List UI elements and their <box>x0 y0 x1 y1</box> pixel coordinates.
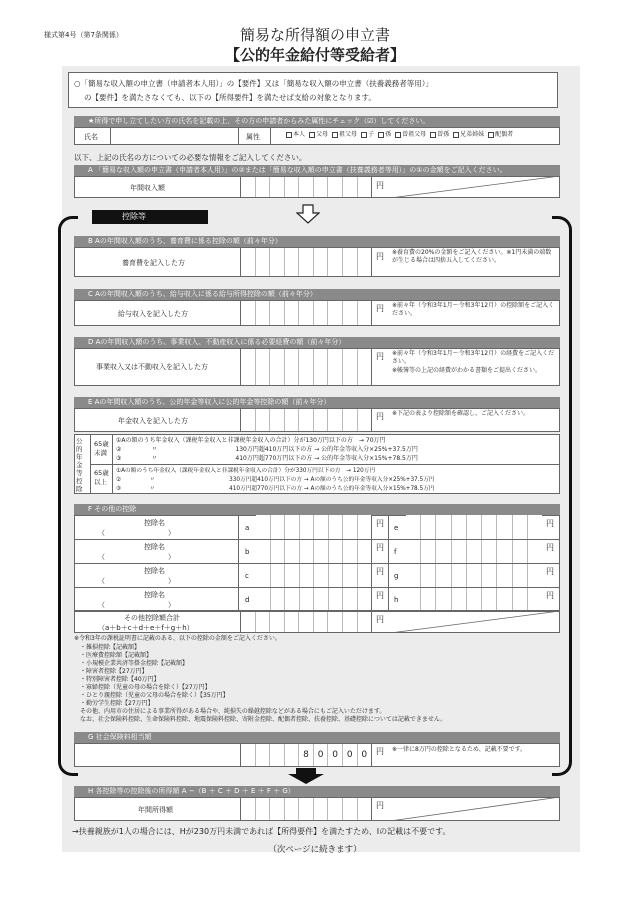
section-e-note: ※下記の表より控除額を確認し、ご記入ください。 <box>392 410 530 417</box>
section-g-note: ※一律に8万円の控除となるため、記載不要です。 <box>392 746 527 753</box>
section-c-header: C Aの年間収入額のうち、給与収入に係る給与所得控除の額（前々年分） <box>74 289 560 300</box>
f-item-label-a: 控除名 <box>144 519 165 527</box>
attr-checkbox-2[interactable]: 祖父母 <box>332 131 357 139</box>
section-c-note: ※前々年（令和3年1月〜令和3年12月）の控除額をご記入ください。 <box>392 302 555 317</box>
section-c-amount[interactable] <box>240 300 372 326</box>
section-f-header: F その他の控除 <box>74 504 560 515</box>
intro-text: 以下、上記の氏名の方についての必要な情報をご記入してください。 <box>74 153 307 162</box>
section-h-label: 年間所得額 <box>138 806 173 814</box>
section-a-hatch <box>390 176 560 198</box>
f-note-item-2: ・医療費控除額【記載額】 <box>80 652 153 659</box>
f-item-paren-d[interactable]: （ ） <box>98 601 175 609</box>
g-digit-2: 0 <box>314 744 329 766</box>
attr-checkbox-4[interactable]: 孫 <box>378 131 391 139</box>
f-amount-e[interactable] <box>406 515 542 539</box>
attribute-checkboxes <box>286 131 513 139</box>
pension-under-row-2: ② 〃 130万円超410万円以下の方 → 公的年金等収入分×25%+37.5万円 <box>116 446 418 453</box>
pension-over-row-2: ② 〃 330万円超410万円以下の方 → Aの額のうち公的年金等収入分×25%+37.5万円 <box>116 477 435 483</box>
f-total-formula: （a＋b＋c＋d＋e＋f＋g＋h） <box>98 624 194 632</box>
attr-checkbox-5[interactable]: 曽祖父母 <box>395 131 426 139</box>
yen-f-d: 円 <box>376 591 384 600</box>
yen-f-h: 円 <box>546 591 554 600</box>
f-note-item-8: ・勤労学生控除【27万円】 <box>80 700 154 707</box>
age-under-label: 65歳未満 <box>94 440 109 457</box>
f-note-item-7: ・ひとり親控除（児童の父母の場合を除く）【35万円】 <box>80 692 229 699</box>
f-item-label-b: 控除名 <box>144 543 165 551</box>
form-number: 様式第4号（第7条関係） <box>44 31 123 39</box>
yen-f-e: 円 <box>546 519 554 528</box>
g-digit-4: 0 <box>343 744 358 766</box>
f-amount-d[interactable] <box>256 588 372 610</box>
f-letter-e: e <box>394 524 399 532</box>
f-amount-a[interactable] <box>256 515 372 539</box>
yen-f-c: 円 <box>376 567 384 576</box>
pension-over-row-1: ①Aの額のうち年金収入（課税年金収入と非課税年金収入の合計）分が330万円以下の方 → 120万円 <box>116 468 376 474</box>
yen-b: 円 <box>376 252 384 261</box>
g-digit-5: 0 <box>361 750 368 760</box>
age-over-label: 65歳以上 <box>94 469 109 486</box>
f-note-item-5: ・特別障害者控除【40万円】 <box>80 676 160 683</box>
f-letter-b: b <box>245 548 250 556</box>
pension-under-row-3: ③ 〃 410万円超770万円以下の方 → 公的年金等収入分×15%+78.5万円 <box>116 455 418 462</box>
section-d-note1: ※前々年（令和3年1月〜令和3年12月）の経費をご記入ください。 <box>392 350 555 365</box>
f-item-label-d: 控除名 <box>144 591 165 599</box>
f-item-paren-a[interactable]: （ ） <box>98 529 175 537</box>
f-note-tail-1: その他、内用市の住居による事業所得がある場合や、純損失の繰越控除などがある場合にもご記入いただけます。 <box>80 708 386 715</box>
notice-line2: の【要件】を満たさなくても、以下の【所得要件】を満たせば支給の対象となります。 <box>84 93 376 102</box>
section-b-label: 養育費を記入した方 <box>122 259 185 267</box>
page-title: 簡易な所得額の申立書 <box>239 26 390 44</box>
section-d-label: 事業収入又は不動収入を記入した方 <box>96 363 208 371</box>
name-field[interactable] <box>112 129 236 143</box>
page-subtitle: 【公的年金給付等受給者】 <box>224 46 405 64</box>
yen-c: 円 <box>376 304 384 313</box>
section-g-header: G 社会保険料相当額 <box>74 732 560 743</box>
section-e-header: E Aの年間収入額のうち、公的年金等収入に公的年金等控除の額（前々年分） <box>74 397 560 408</box>
arrow-down-icon <box>296 204 320 224</box>
pension-under-row-1: ①Aの額のうち年金収入（課税年金収入と非課税年金収入の合計）分が130万円以下の方 → 70万円 <box>116 437 386 444</box>
section-d-header: D Aの年間収入額のうち、事業収入、不動産収入に係る必要経費の額（前々年分） <box>74 337 560 348</box>
yen-a: 円 <box>376 181 384 190</box>
f-amount-b[interactable] <box>256 540 372 563</box>
section-b-amount[interactable] <box>240 247 372 277</box>
f-amount-f[interactable] <box>406 540 542 563</box>
f-total-hatch <box>390 611 560 633</box>
f-note-item-6: ・寡婦控除（児童の母の場合を除く）【27万円】 <box>80 684 211 691</box>
name-label: 氏名 <box>84 133 98 141</box>
section-e-label: 年金収入を記入した方 <box>118 417 188 425</box>
attr-checkbox-6[interactable]: 曽孫 <box>430 131 449 139</box>
attr-checkbox-0[interactable]: 本人 <box>286 131 305 139</box>
f-item-paren-c[interactable]: （ ） <box>98 577 175 585</box>
f-letter-d: d <box>245 596 250 604</box>
attr-checkbox-1[interactable]: 父母 <box>309 131 328 139</box>
f-letter-h: h <box>394 596 399 604</box>
f-note-intro: ※令和3年の課税証明書に記載のある、以下の控除の金額をご記入ください。 <box>74 635 281 642</box>
f-item-label-c: 控除名 <box>144 567 165 575</box>
f-amount-h[interactable] <box>406 588 542 610</box>
attr-checkbox-7[interactable]: 兄弟姉妹 <box>453 131 484 139</box>
f-note-item-1: ・雑損控除【記載額】 <box>80 644 141 651</box>
section-e-amount[interactable] <box>240 408 372 432</box>
f-total-amount[interactable] <box>240 611 372 633</box>
f-letter-c: c <box>245 572 249 580</box>
footer-note: →扶養親族が1人の場合には、Hが230万円未満であれば【所得要件】を満たすため、Iの記載は不要です。 <box>72 827 451 836</box>
check-instruction: ★所得で申し立てしたい方の氏名を記載の上、その方の申請者からみた属性にチェック（☑）してください。 <box>74 116 560 127</box>
yen-e: 円 <box>376 412 384 421</box>
yen-f-a: 円 <box>376 519 384 528</box>
section-c-label: 給与収入を記入した方 <box>118 310 188 318</box>
f-letter-f: f <box>394 548 397 556</box>
section-g-amount <box>240 743 372 767</box>
continue-note: （次ページに続きます） <box>268 845 362 855</box>
section-a-label: 年間収入額 <box>130 184 165 192</box>
f-letter-g: g <box>394 572 399 580</box>
section-a-amount[interactable] <box>240 176 372 198</box>
f-amount-c[interactable] <box>256 564 372 587</box>
yen-g: 円 <box>376 747 384 756</box>
f-amount-g[interactable] <box>406 564 542 587</box>
yen-f-f: 円 <box>546 543 554 552</box>
f-item-paren-b[interactable]: （ ） <box>98 553 175 561</box>
section-h-header: H 各控除等の控除後の所得額 A −（B ＋ C ＋ D ＋ E ＋ F ＋ G） <box>74 786 560 797</box>
section-b-header: B Aの年間収入額のうち、養育費に係る控除の額（前々年分） <box>74 236 560 247</box>
g-digit-1: 8 <box>299 744 314 766</box>
arrow-down-filled-icon <box>286 768 326 784</box>
f-letter-a: a <box>245 524 250 532</box>
yen-f-g: 円 <box>546 567 554 576</box>
notice-line1: ○「簡易な収入額の申立書（申請者本人用）」の【要件】又は「簡易な収入額の申立書（扶養義務者等用）」 <box>74 79 434 88</box>
pension-over-row-3: ③ 〃 410万円超770万円以下の方 → Aの額のうち公的年金等収入分×15%+78.5万円 <box>116 486 435 492</box>
section-h-amount[interactable] <box>240 797 372 821</box>
yen-d: 円 <box>376 352 384 361</box>
yen-h: 円 <box>376 801 384 810</box>
f-note-item-4: ・障害者控除【27万円】 <box>80 668 148 675</box>
f-total-label: その他控除額合計 <box>124 614 180 622</box>
f-note-tail-2: なお、社会保険料控除、生命保険料控除、地震保険料控除、寄附金控除、配偶者控除、扶養控除、基礎控除については記載できません。 <box>80 716 447 723</box>
yen-f-b: 円 <box>376 543 384 552</box>
section-h-hatch <box>390 797 560 821</box>
attribute-label: 属性 <box>246 133 260 141</box>
section-a-header: A 「簡易な収入額の申立書（申請者本人用）」の②または「簡易な収入額の申立書（扶養義務者等用）」の①の金額をご記入ください。 <box>74 165 560 176</box>
deduction-tag: 控除等 <box>92 210 208 224</box>
section-b-note: ※養育費の20%の金額をご記入ください。※1円未満の端数が生じる場合は四捨五入してください。 <box>392 249 552 264</box>
yen-f-total: 円 <box>376 615 384 624</box>
pension-side-label: 公的年金等控除 <box>76 437 83 493</box>
g-digit-3: 0 <box>328 744 343 766</box>
attr-checkbox-3[interactable]: 子 <box>361 131 374 139</box>
section-d-amount[interactable] <box>240 348 372 386</box>
f-note-item-3: ・小規模企業共済等掛金控除【記載額】 <box>80 660 189 667</box>
section-d-note2: ※帳簿等の上記の経費がわかる書類をご提出ください。 <box>392 367 542 374</box>
attr-checkbox-8[interactable]: 配偶者 <box>488 131 513 139</box>
